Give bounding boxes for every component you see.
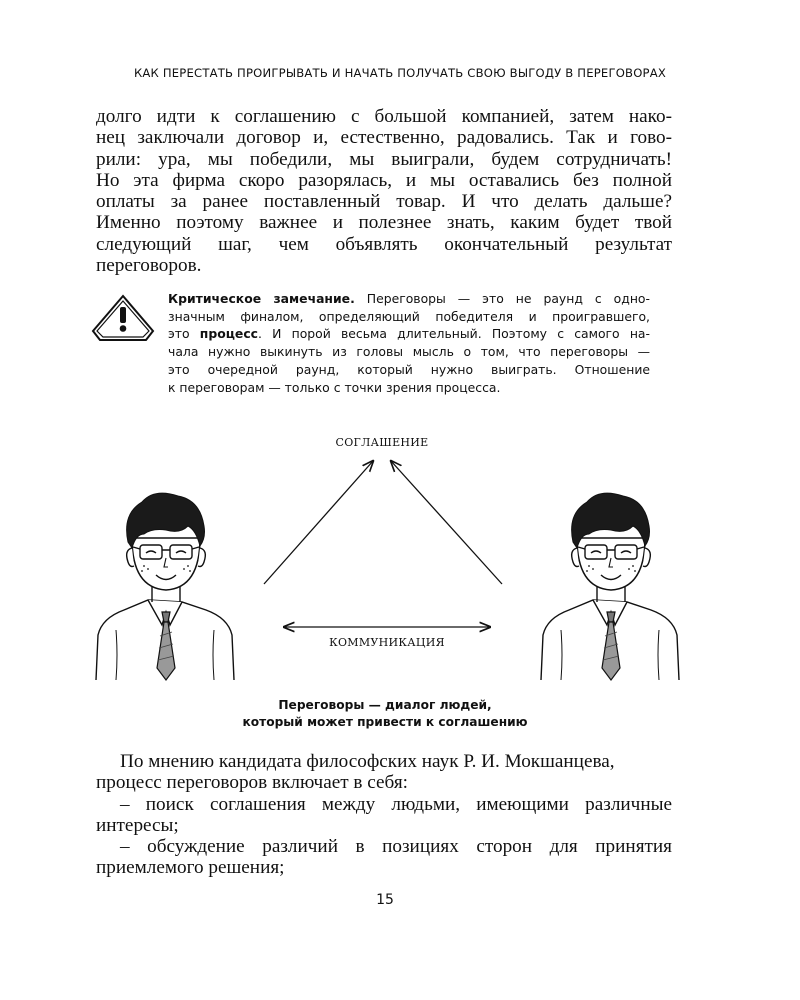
note-line: значным финалом, определяющий победителя и проигравшего,	[168, 308, 650, 324]
text-line: По мнению кандидата философских наук Р. И. Мокшанцева,	[120, 751, 615, 772]
arrow-right-to-agreement	[391, 461, 502, 584]
negotiator-left	[96, 493, 234, 680]
text-line: переговоров.	[96, 255, 202, 277]
note-line: это очередной раунд, который нужно выиграть. Отношение	[168, 361, 650, 377]
text-line: процесс переговоров включает в себя:	[96, 772, 408, 794]
page-number: 15	[376, 892, 394, 908]
list-item-line: интересы;	[96, 814, 179, 836]
note-line: чала нужно выкинуть из головы мысль о том, что переговоры —	[168, 344, 650, 360]
note-line: Критическое замечание. Переговоры — это не раунд с одно-	[168, 291, 650, 306]
label-agreement: СОГЛАШЕНИЕ	[335, 436, 429, 449]
note-emphasis: процесс	[199, 326, 259, 342]
text-line: оплаты за ранее поставленный товар. И что делать дальше?	[96, 191, 672, 213]
list-item-line: приемлемого решения;	[96, 857, 285, 879]
note-line: к переговорам — только с точки зрения процесса.	[168, 379, 501, 395]
text-line: нец заключали договор и, естественно, радовались. Так и гово-	[96, 127, 672, 149]
warning-icon	[86, 290, 160, 348]
text-line: Именно поэтому важнее и полезнее знать, каким будет твой	[96, 212, 672, 234]
list-item-line: – поиск соглашения между людьми, имеющими различные	[120, 793, 672, 815]
paragraph	[96, 751, 672, 879]
figure-caption	[150, 697, 620, 731]
list-item-line: – обсуждение различий в позициях сторон для принятия	[120, 836, 672, 858]
text-line: долго идти к соглашению с большой компанией, затем нако-	[96, 106, 672, 127]
note-lead: Критическое замечание.	[168, 291, 355, 306]
paragraph-continued	[96, 106, 672, 276]
negotiator-right	[541, 493, 679, 680]
critical-note	[168, 290, 650, 396]
label-communication: КОММУНИКАЦИЯ	[329, 636, 445, 649]
caption-line: Переговоры — диалог людей,	[278, 698, 492, 712]
negotiation-diagram	[86, 420, 686, 690]
running-head: КАК ПЕРЕСТАТЬ ПРОИГРЫВАТЬ И НАЧАТЬ ПОЛУЧАТЬ СВОЮ ВЫГОДУ В ПЕРЕГОВОРАХ	[133, 66, 666, 80]
text-line: Но эта фирма скоро разорялась, и мы оставались без полной	[96, 169, 672, 191]
note-line: это процесс. И порой весьма длительный. Поэтому с самого на-	[168, 326, 650, 342]
caption-line: который может привести к соглашению	[242, 715, 528, 729]
arrow-left-to-agreement	[264, 461, 373, 584]
text-line: следующий шаг, чем объявлять окончательный результат	[96, 233, 672, 255]
text-line: рили: ура, мы победили, мы выиграли, будем сотрудничать!	[96, 148, 672, 170]
